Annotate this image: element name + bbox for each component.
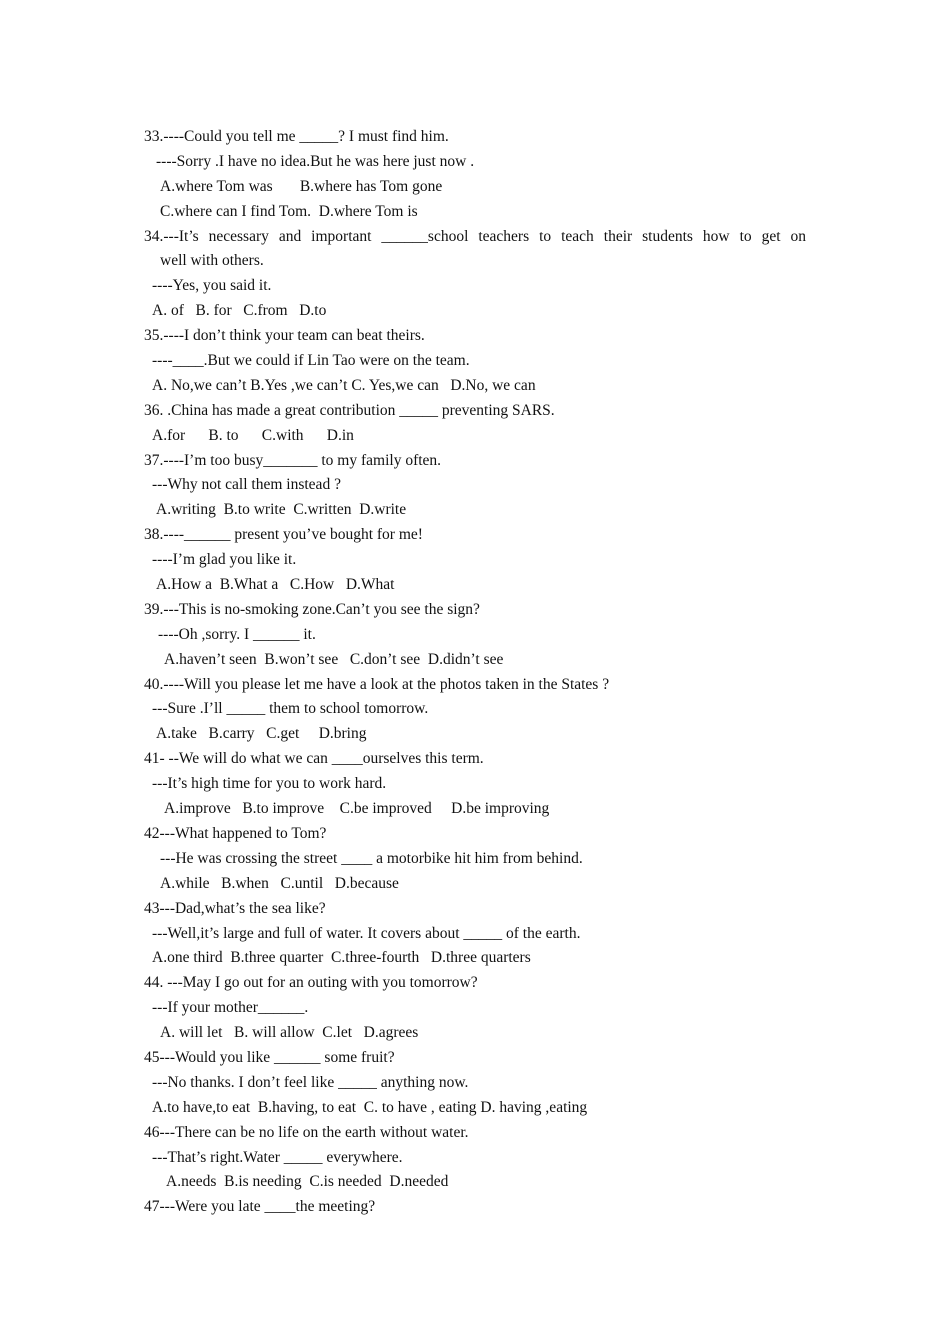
text-line: ---No thanks. I don’t feel like _____ anything now. — [152, 1073, 469, 1091]
text-line: 43---Dad,what’s the sea like? — [144, 899, 326, 917]
text-line: well with others. — [160, 252, 264, 270]
text-line: C.where can I find Tom. D.where Tom is — [160, 202, 418, 220]
text-line: A.while B.when C.until D.because — [160, 874, 399, 892]
text-line: 37.----I’m too busy_______ to my family often. — [144, 451, 442, 469]
text-line: 44. ---May I go out for an outing with you tomorrow? — [144, 974, 478, 992]
text-line: A. of B. for C.from D.to — [152, 302, 327, 320]
text-line: 39.---This is no-smoking zone.Can’t you see the sign? — [144, 600, 480, 618]
text-line: ---If your mother______. — [152, 999, 309, 1017]
text-line: A.writing B.to write C.written D.write — [156, 501, 407, 519]
text-line: 45---Would you like ______ some fruit? — [144, 1048, 395, 1066]
text-line: 42---What happened to Tom? — [144, 824, 327, 842]
text-line: A. No,we can’t B.Yes ,we can’t C. Yes,we can D.No, we can — [152, 376, 536, 394]
text-line: A. will let B. will allow C.let D.agrees — [160, 1024, 419, 1042]
text-line: ----I’m glad you like it. — [152, 551, 297, 569]
text-line: ----____.But we could if Lin Tao were on the team. — [152, 352, 470, 370]
text-line: A.haven’t seen B.won’t see C.don’t see D.didn’t see — [164, 650, 504, 668]
text-line: ----Oh ,sorry. I ______ it. — [158, 625, 316, 643]
text-line: A.where Tom was B.where has Tom gone — [160, 177, 443, 195]
text-line: A.for B. to C.with D.in — [152, 426, 354, 444]
text-line: ---He was crossing the street ____ a motorbike hit him from behind. — [160, 849, 583, 867]
text-line: 38.----______ present you’ve bought for me! — [144, 526, 423, 544]
text-line: 33.----Could you tell me _____? I must find him. — [144, 128, 449, 145]
text-line: 36. .China has made a great contribution _____ preventing SARS. — [144, 401, 555, 419]
text-line: A.to have,to eat B.having, to eat C. to have , eating D. having ,eating — [152, 1098, 588, 1116]
text-line: 41- --We will do what we can ____ourselves this term. — [144, 750, 484, 768]
text-line: A.How a B.What a C.How D.What — [156, 576, 395, 594]
text-line: ----Sorry .I have no idea.But he was here just now . — [156, 152, 475, 170]
text-line: 35.----I don’t think your team can beat theirs. — [144, 327, 425, 345]
text-line: A.needs B.is needing C.is needed D.needed — [166, 1173, 449, 1191]
text-line: 34.---It’s necessary and important ______school teachers to teach their students how to get on — [144, 227, 806, 245]
text-line: ---Well,it’s large and full of water. It covers about _____ of the earth. — [152, 924, 581, 942]
text-line: A.take B.carry C.get D.bring — [156, 725, 367, 743]
question-list — [144, 125, 806, 1220]
text-line: A.one third B.three quarter C.three-fourth D.three quarters — [152, 949, 531, 967]
text-line: 46---There can be no life on the earth without water. — [144, 1123, 469, 1141]
text-line: 40.----Will you please let me have a look at the photos taken in the States ? — [144, 675, 610, 693]
text-line: ----Yes, you said it. — [152, 277, 272, 295]
text-line: A.improve B.to improve C.be improved D.be improving — [164, 800, 550, 818]
text-line: ---It’s high time for you to work hard. — [152, 775, 387, 793]
text-line: ---That’s right.Water _____ everywhere. — [152, 1148, 403, 1166]
text-line: 47---Were you late ____the meeting? — [144, 1198, 376, 1216]
text-line: ---Why not call them instead ? — [152, 476, 341, 494]
text-line: ---Sure .I’ll _____ them to school tomorrow. — [152, 700, 429, 718]
